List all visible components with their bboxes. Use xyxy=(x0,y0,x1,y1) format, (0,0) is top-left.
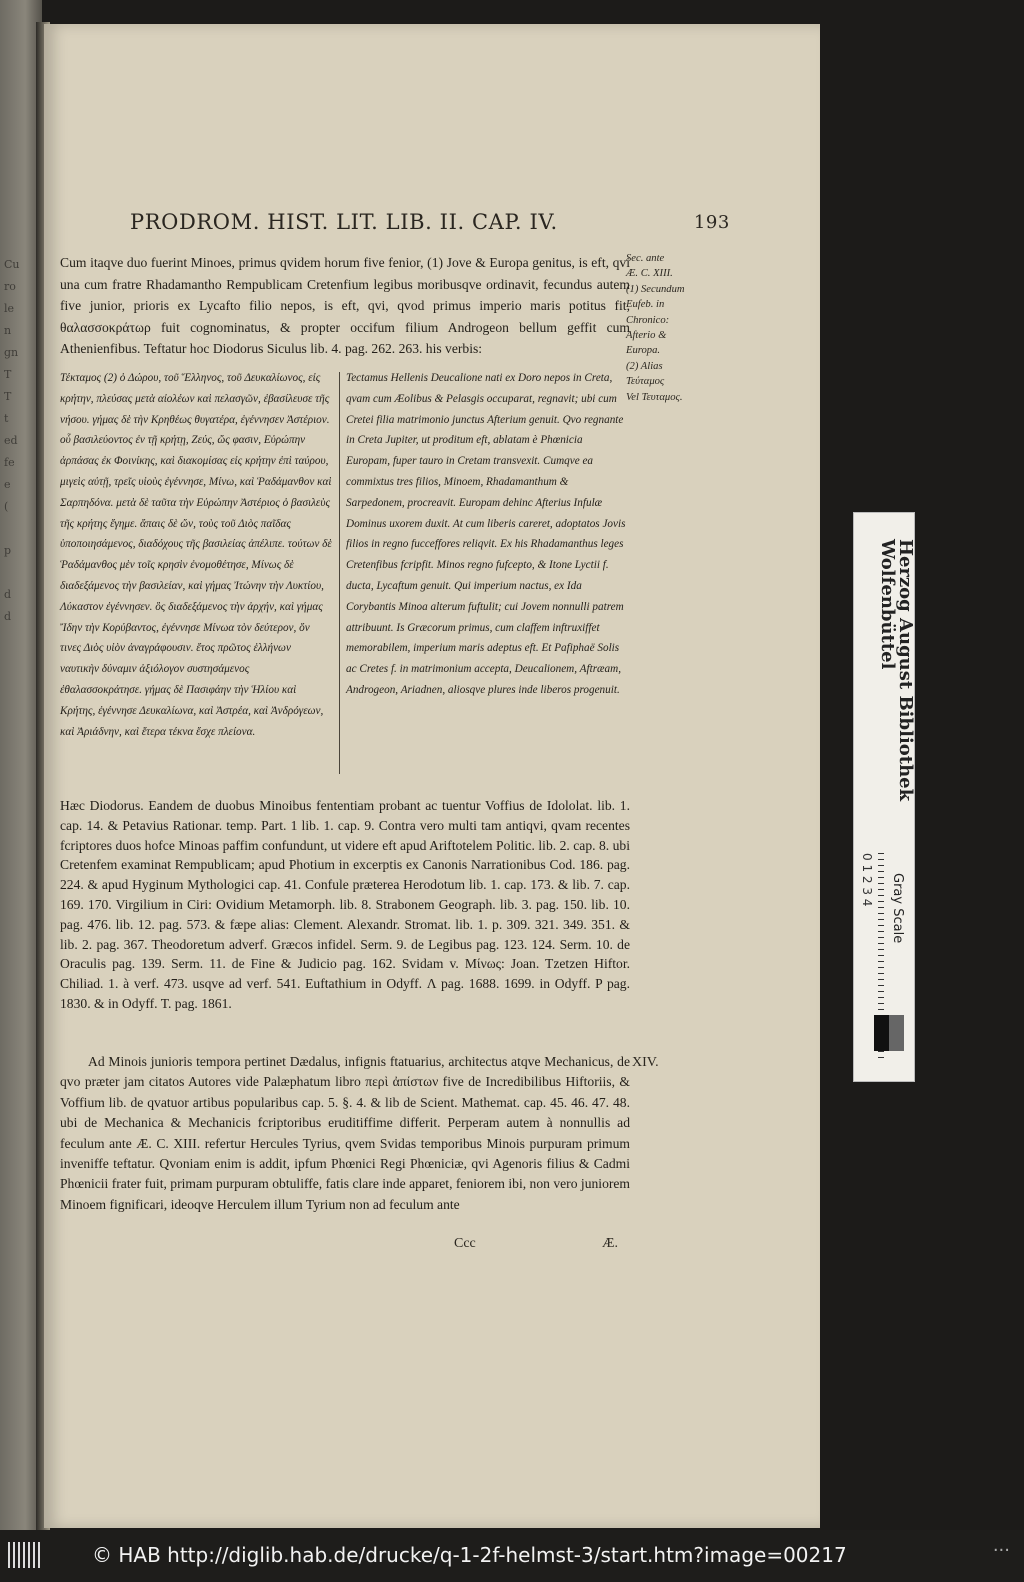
margin-note: Afterio & xyxy=(626,330,667,342)
column-divider xyxy=(339,372,340,774)
paragraph-3: Ad Minois junioris tempora pertinet Dædalus, infignis ftatuarius, architectus atqve Mechanicus, de qvo præter jam citatos Autores vide Palæphatum libro περὶ ἀπίστων five de Incredibilibus Hiftoriis, & Voffium lib. de qvatuor artibus popularibus cap. 5. §. 4. & lib de Scient. Mathemat. cap. 45. 46. 47. 48. ubi de Mechanica & Mechanicis fcriptoribus eruditiffime differit. Perperam autem à nonnullis ad feculum ante Æ. C. XIII. refertur Hercules Tyrius, qvem Svidas temporibus Minois purpuram primum inveniffe teftatur. Qvoniam enim is addit, ipfum Phœnici Regi Phœniciæ, qvi Agenoris filius & Cadmi Phœnicii frater fuit, primam purpuram obtuliffe, fatis clare inde apparet, feniorem ibi, non vero juniorem Minoem fignificari, ideoqve Herculem illum Tyrium non ad feculum ante xyxy=(60,1054,630,1212)
paragraph-2: Hæc Diodorus. Eandem de duobus Minoibus fententiam probant ac tuentur Voffius de Idololat. lib. 1. cap. 14. & Petavius Rationar. temp. Part. 1 lib. 1. cap. 9. Contra vero multi tam antiqvi, qvam recentes fcriptores duos hofce Minoas paffim confundunt, ut videre eft apud Ariftotelem Politic. lib. 2. cap. 8. ubi Cretenfem examinat Rempublicam; apud Photium in excerptis ex Canonis Narrationibus Cod. 186. pag. 224. & apud Hyginum Mythologici cap. 41. Confule præterea Herodotum lib. 1. cap. 173. & lib. 7. cap. 169. 170. Virgilium in Ciri: Ovidium Metamorph. lib. 8. Strabonem Geograph. lib. 3. pag. 150. lib. 10. pag. 476. lib. 12. pag. 573. & fæpe alias: Clement. Alexandr. Stromat. lib. 1. p. 309. 321. 349. 351. & lib. 2. pag. 367. Theodoretum adverf. Græcos infidel. Serm. 9. de Legibus pag. 123. 124. Serm. 10. de Oraculis pag. 139. Serm. 11. de Fine & Judicio pag. 162. Svidam v. Μίνως: Joan. Tzetzen Hiftor. Chiliad. 1. à verf. 473. usqve ad verf. 541. Euftathium in Odyff. Λ pag. 1688. 1699. in Odyff. P pag. 1830. & in Odyff. T. pag. 1861. xyxy=(60,798,630,1011)
margin-note: Vel Τευταμος. xyxy=(626,391,683,403)
latin-translation-column: Tectamus Hellenis Deucalione nati ex Doro nepos in Creta, qvam cum Æolibus & Pelasgis occuparat, regnavit; ubi cum Cretei filia matrimonio junctus Afterium genuit. Qvo regnante in Creta Jupiter, ut proditum eft, ablatam è Phœnicia Europam, fuper tauro in Cretam transvexit. Cumqve ea commixtus tres filios, Minoem, Rhadamanthum & Sarpedonem, procreavit. Europam dehinc Afterius Infulæ Dominus uxorem duxit. At cum liberis careret, adoptatos Jovis filios in regno fucceffores reliqvit. Ex his Rhadamanthus leges Cretenfibus fcripfit. Minos regno fufcepto, & Itone Lyctii f. ducta, Lycaftum genuit. Qui imperium nactus, ex Ida Corybantis Minoa alterum fuftulit; cui Jovem nonnulli patrem attribuunt. Is Græcorum primus, cum claffem inftruxiffet memorabilem, imperium maris adeptus eft. Et Pafiphaë Solis ac Cretes f. in matrimonium accepta, Deucalionem, Aftræam, Androgeon, Ariadnen, aliosqve plures inde liberos progenuit. xyxy=(346,372,626,696)
ruler-numbers: 0 1 2 3 4 xyxy=(860,853,874,907)
ghost-fragment: fe xyxy=(4,456,15,469)
ghost-fragment: ro xyxy=(4,280,16,293)
margin-note: (2) Alias xyxy=(626,360,663,372)
gray-scale-swatch xyxy=(874,1015,904,1051)
permalink-url[interactable]: © HAB http://diglib.hab.de/drucke/q-1-2f-helmst-3/start.htm?image=00217 xyxy=(92,1543,847,1567)
ghost-fragment: t xyxy=(4,412,9,425)
gray-scale-label: Gray Scale xyxy=(890,873,905,944)
ghost-fragment: T xyxy=(4,368,12,381)
institution-label: Herzog August Bibliothek Wolfenbüttel xyxy=(877,539,916,802)
greek-quotation-column: Τέκταμος (2) ὁ Δώρου, τοῦ Ἕλληνος, τοῦ Δευκαλίωνος, εἰς κρήτην, πλεύσας μετὰ αἰολέων καὶ πελασγῶν, ἐβασίλευσε τῆς νήσου. γήμας δὲ τὴν Κρηθέως θυγατέρα, ἐγέννησεν Ἀστέριον. οὗ βασιλεύοντος ἐν τῇ κρήτῃ, Ζεύς, ὥς φασιν, Εὐρώπην ἁρπάσας ἐκ Φοινίκης, καὶ διακομίσας εἰς κρήτην ἐπὶ ταύρου, μιγεὶς αὐτῇ, τρεῖς υἱοὺς ἐγέννησε, Μίνω, καὶ Ῥαδάμανθον καὶ Σαρπηδόνα. μετὰ δὲ ταῦτα τὴν Εὐρώπην Ἀστέριος ὁ βασιλεὺς τῆς κρήτης ἔγημε. ἄπαις δὲ ὤν, τοὺς τοῦ Διὸς παῖδας ὑποποιησάμενος, διαδόχους τῆς βασιλείας ἀπέλιπε. τούτων δὲ Ῥαδάμανθος μὲν τοῖς κρησὶν ἐνομοθέτησε, Μίνως δὲ διαδεξάμενος τὴν βασιλείαν, καὶ γήμας Ἰτώνην τὴν Λυκτίου, Λύκαστον ἐγέννησεν. ὃς διαδεξάμενος τὴν ἀρχήν, καὶ γήμας Ἴδην τὴν Κορύβαντος, ἐγέννησε Μίνωα τὸν δεύτερον, ὅν τινες Διὸς υἱὸν ἀναγράφουσιν. ἔτος πρῶτος ἑλλήνων ναυτικὴν δύναμιν ἀξιόλογον συστησάμενος ἐθαλασσοκράτησε. γήμας δὲ Πασιφάην τὴν Ἡλίου καὶ Κρήτης, ἐγέννησε Δευκαλίωνα, καὶ Ἀστρέα, καὶ Ἀνδρόγεων, καὶ Ἀριάδνην, καὶ ἕτερα τέκνα ἔσχε πλείονα. xyxy=(60,372,332,738)
ghost-fragment: p xyxy=(4,544,12,557)
margin-note: Τεύταμος xyxy=(626,376,665,388)
book-page xyxy=(44,24,820,1528)
hab-logo-icon xyxy=(8,1542,42,1568)
running-head xyxy=(130,210,730,234)
ghost-fragment: ( xyxy=(4,500,9,513)
ghost-fragment: n xyxy=(4,324,12,337)
signature-mark: Ccc xyxy=(454,1236,476,1251)
page-number: 193 xyxy=(693,212,730,233)
running-head-title: PRODROM. HIST. LIT. LIB. II. CAP. IV. xyxy=(130,210,558,234)
marginal-notes xyxy=(626,252,706,406)
viewer-footer xyxy=(0,1530,1024,1582)
ghost-fragment: Cu xyxy=(4,258,20,271)
margin-note: Chronico: xyxy=(626,314,670,326)
ghost-fragment: gn xyxy=(4,346,19,359)
ghost-fragment: d xyxy=(4,610,12,623)
ghost-fragment: le xyxy=(4,302,15,315)
margin-note: Æ. C. XIII. xyxy=(626,268,673,280)
catchword: Æ. xyxy=(602,1236,618,1251)
more-options-icon[interactable]: ··· xyxy=(992,1540,1010,1561)
margin-section-number: XIV. xyxy=(632,1055,659,1070)
margin-note: Eufeb. in xyxy=(626,299,665,311)
color-scale-bar xyxy=(853,512,915,1082)
margin-note: (1) Secundum xyxy=(626,283,685,295)
margin-note: Sec. ante xyxy=(626,253,665,264)
ghost-fragment: d xyxy=(4,588,12,601)
ghost-fragment: T xyxy=(4,390,12,403)
margin-note: Europa. xyxy=(626,345,661,357)
ghost-fragment: e xyxy=(4,478,11,491)
paragraph-1: Cum itaqve duo fuerint Minoes, primus qvidem horum five fenior, (1) Jove & Europa genitus, is eft, qvi una cum fratre Rhadamantho Rempublicam Cretenfium legibus moribusqve ordinavit, fecundus autem five junior, prioris ex Lycafto filio nepos, is eft, qvi, qvod primus imperio maris potitus fit, θαλασσοκράτωρ fuit cognominatus, & propter occifum filium Androgeon bellum geffit cum Athenienfibus. Teftatur hoc Diodorus Siculus lib. 4. pag. 262. 263. his verbis: xyxy=(60,255,630,357)
ghost-fragment: ed xyxy=(4,434,18,447)
